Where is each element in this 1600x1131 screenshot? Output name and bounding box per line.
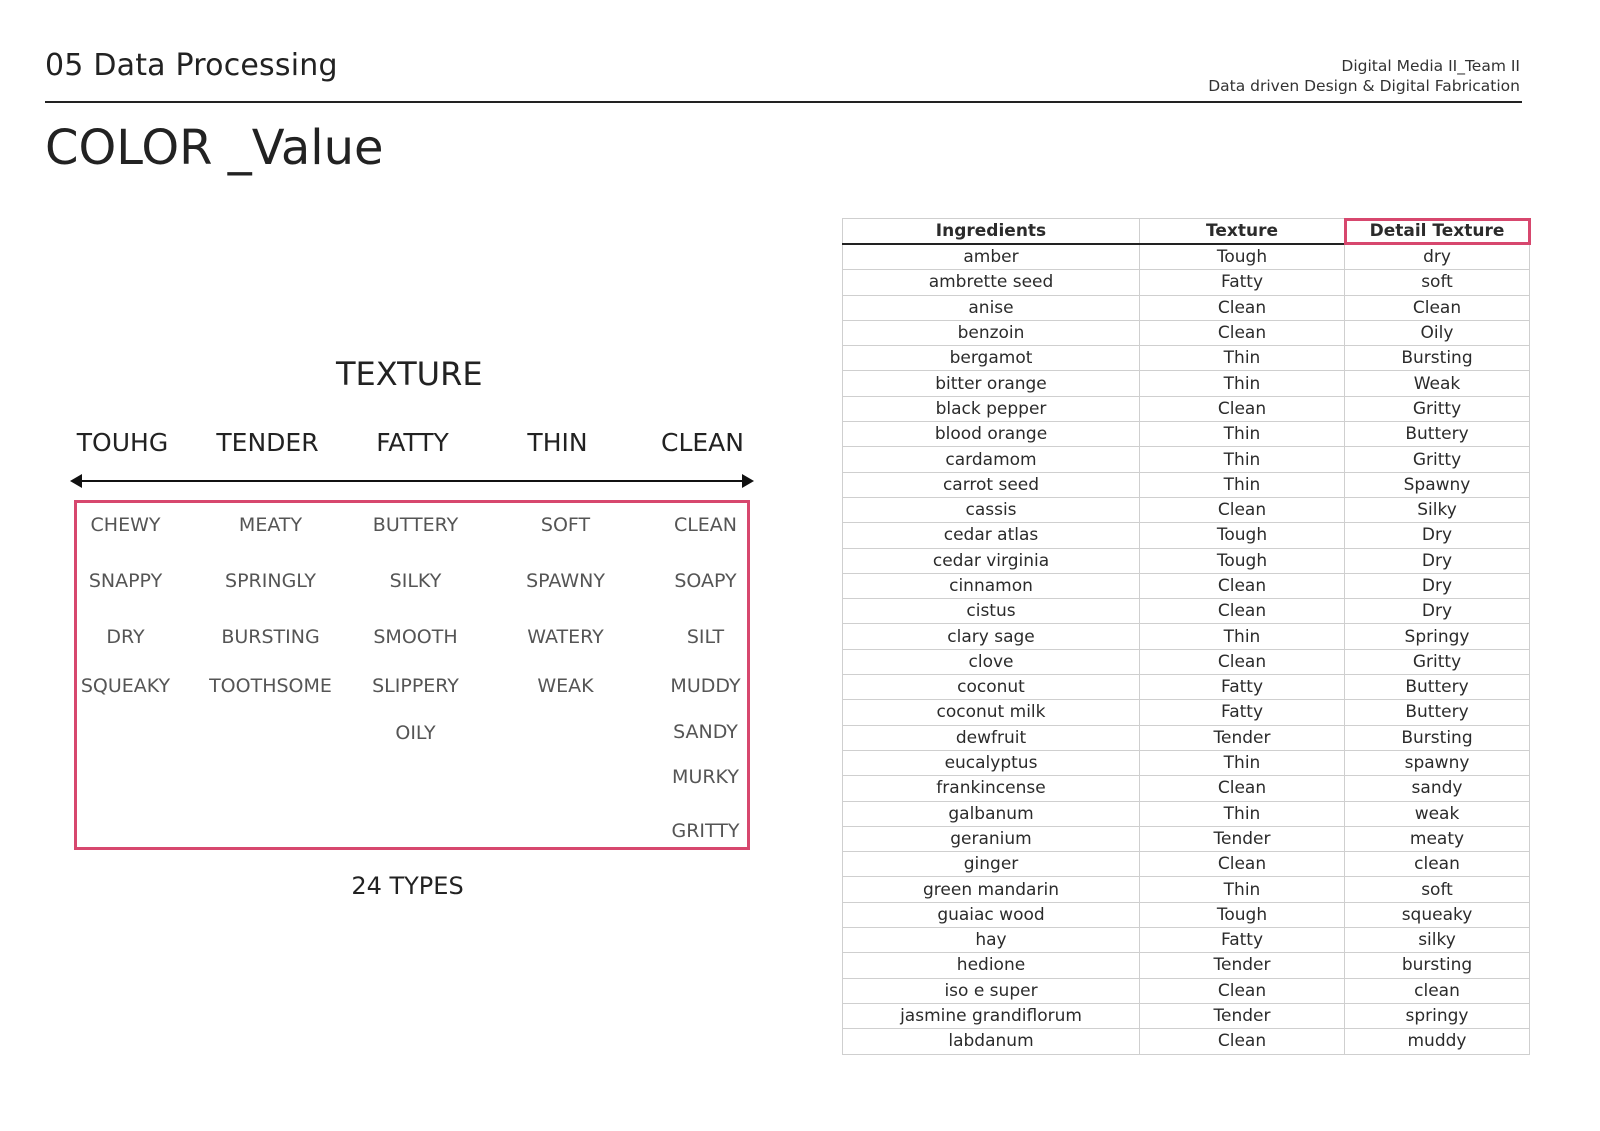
cell-detail-texture: Bursting (1345, 725, 1530, 750)
cell-texture: Thin (1140, 472, 1345, 497)
cell-detail-texture: Buttery (1345, 675, 1530, 700)
header-rule (45, 101, 1522, 103)
table-row (843, 548, 1530, 573)
cell-texture: Clean (1140, 599, 1345, 624)
table-row (843, 396, 1530, 421)
cell-texture: Thin (1140, 371, 1345, 396)
cell-detail-texture: sandy (1345, 776, 1530, 801)
table-row (843, 371, 1530, 396)
texture-word: OILY (395, 722, 436, 744)
texture-word: MEATY (238, 514, 303, 536)
cell-ingredient: coconut (843, 675, 1140, 700)
cell-ingredient: cistus (843, 599, 1140, 624)
cell-ingredient: geranium (843, 826, 1140, 851)
cell-detail-texture: bursting (1345, 953, 1530, 978)
cell-ingredient: guaiac wood (843, 902, 1140, 927)
texture-word: GRITTY (671, 820, 740, 842)
table-row (843, 902, 1530, 927)
header-course-info (1208, 56, 1520, 96)
cell-detail-texture: Weak (1345, 371, 1530, 396)
axis-label: FATTY (376, 428, 449, 457)
cell-ingredient: hay (843, 928, 1140, 953)
texture-word: MUDDY (670, 675, 741, 697)
texture-word: CLEAN (673, 514, 738, 536)
texture-word: SQUEAKY (80, 675, 171, 697)
table-row (843, 725, 1530, 750)
texture-word: SOFT (540, 514, 591, 536)
cell-texture: Tough (1140, 548, 1345, 573)
cell-detail-texture: Clean (1345, 295, 1530, 320)
header-detail-texture: Detail Texture (1345, 219, 1530, 245)
cell-texture: Clean (1140, 852, 1345, 877)
table-row (843, 852, 1530, 877)
course-name: Digital Media II_Team II (1341, 57, 1520, 75)
table-row (843, 346, 1530, 371)
texture-word: SILT (686, 626, 725, 648)
cell-texture: Tough (1140, 523, 1345, 548)
section-number: 05 (45, 48, 84, 83)
axis-labels (50, 428, 775, 468)
double-arrow-icon (70, 470, 754, 492)
cell-texture: Clean (1140, 295, 1345, 320)
cell-ingredient: coconut milk (843, 700, 1140, 725)
cell-detail-texture: springy (1345, 1003, 1530, 1028)
cell-detail-texture: soft (1345, 877, 1530, 902)
cell-detail-texture: Dry (1345, 523, 1530, 548)
cell-detail-texture: spawny (1345, 750, 1530, 775)
cell-texture: Tender (1140, 1003, 1345, 1028)
cell-detail-texture: Bursting (1345, 346, 1530, 371)
texture-word: SMOOTH (373, 626, 458, 648)
axis-label: CLEAN (661, 428, 744, 457)
cell-texture: Tender (1140, 953, 1345, 978)
table-row (843, 523, 1530, 548)
table-row (843, 1029, 1530, 1054)
cell-detail-texture: Spawny (1345, 472, 1530, 497)
table-row (843, 750, 1530, 775)
cell-detail-texture: Dry (1345, 548, 1530, 573)
cell-detail-texture: soft (1345, 270, 1530, 295)
cell-ingredient: benzoin (843, 320, 1140, 345)
cell-texture: Thin (1140, 877, 1345, 902)
cell-texture: Clean (1140, 497, 1345, 522)
cell-ingredient: cardamom (843, 447, 1140, 472)
cell-ingredient: cedar virginia (843, 548, 1140, 573)
cell-detail-texture: meaty (1345, 826, 1530, 851)
cell-texture: Clean (1140, 573, 1345, 598)
table-row (843, 270, 1530, 295)
cell-texture: Fatty (1140, 700, 1345, 725)
cell-texture: Tough (1140, 244, 1345, 270)
cell-detail-texture: Dry (1345, 573, 1530, 598)
cell-detail-texture: Gritty (1345, 649, 1530, 674)
cell-detail-texture: clean (1345, 852, 1530, 877)
cell-texture: Thin (1140, 750, 1345, 775)
cell-ingredient: black pepper (843, 396, 1140, 421)
cell-ingredient: anise (843, 295, 1140, 320)
table-row (843, 953, 1530, 978)
cell-ingredient: bitter orange (843, 371, 1140, 396)
table-row (843, 700, 1530, 725)
page-title: COLOR _Value (45, 120, 384, 176)
cell-ingredient: galbanum (843, 801, 1140, 826)
cell-ingredient: ambrette seed (843, 270, 1140, 295)
table-row (843, 978, 1530, 1003)
diagram-title: TEXTURE (336, 355, 483, 393)
header-ingredients: Ingredients (843, 219, 1140, 245)
cell-texture: Fatty (1140, 928, 1345, 953)
table-row (843, 675, 1530, 700)
cell-detail-texture: weak (1345, 801, 1530, 826)
cell-detail-texture: Silky (1345, 497, 1530, 522)
cell-ingredient: clove (843, 649, 1140, 674)
table-row (843, 497, 1530, 522)
cell-texture: Thin (1140, 624, 1345, 649)
texture-word: CHEWY (90, 514, 161, 536)
table-row (843, 877, 1530, 902)
texture-word: SANDY (673, 721, 738, 743)
cell-detail-texture: Oily (1345, 320, 1530, 345)
cell-texture: Tough (1140, 902, 1345, 927)
table-row (843, 928, 1530, 953)
table-row (843, 649, 1530, 674)
cell-ingredient: clary sage (843, 624, 1140, 649)
texture-word: SILKY (389, 570, 442, 592)
cell-detail-texture: Gritty (1345, 447, 1530, 472)
texture-word: SPRINGLY (225, 570, 316, 592)
cell-texture: Clean (1140, 396, 1345, 421)
cell-ingredient: blood orange (843, 422, 1140, 447)
cell-ingredient: cassis (843, 497, 1140, 522)
cell-ingredient: eucalyptus (843, 750, 1140, 775)
texture-word: SNAPPY (88, 570, 163, 592)
cell-ingredient: amber (843, 244, 1140, 270)
cell-detail-texture: Gritty (1345, 396, 1530, 421)
texture-word: WEAK (537, 675, 594, 697)
ingredients-table (842, 218, 1530, 1055)
cell-ingredient: carrot seed (843, 472, 1140, 497)
cell-ingredient: green mandarin (843, 877, 1140, 902)
cell-ingredient: hedione (843, 953, 1140, 978)
texture-word: SPAWNY (526, 570, 605, 592)
cell-ingredient: jasmine grandiflorum (843, 1003, 1140, 1028)
table-row (843, 320, 1530, 345)
cell-detail-texture: dry (1345, 244, 1530, 270)
table-row (843, 801, 1530, 826)
table-body (843, 244, 1530, 1054)
cell-texture: Thin (1140, 447, 1345, 472)
texture-word: MURKY (672, 766, 739, 788)
cell-detail-texture: muddy (1345, 1029, 1530, 1054)
table-row (843, 573, 1530, 598)
cell-ingredient: bergamot (843, 346, 1140, 371)
cell-texture: Clean (1140, 776, 1345, 801)
table-row (843, 624, 1530, 649)
table-row (843, 472, 1530, 497)
table-row (843, 244, 1530, 270)
cell-detail-texture: clean (1345, 978, 1530, 1003)
table-row (843, 295, 1530, 320)
table-row (843, 599, 1530, 624)
header-section-title (45, 48, 338, 83)
table-row (843, 1003, 1530, 1028)
cell-texture: Tender (1140, 826, 1345, 851)
cell-detail-texture: squeaky (1345, 902, 1530, 927)
table-row (843, 422, 1530, 447)
table-header-row (843, 219, 1530, 245)
cell-texture: Thin (1140, 801, 1345, 826)
texture-box (74, 500, 750, 850)
cell-detail-texture: Dry (1345, 599, 1530, 624)
table-row (843, 447, 1530, 472)
cell-ingredient: cinnamon (843, 573, 1140, 598)
cell-detail-texture: Buttery (1345, 700, 1530, 725)
texture-word: BUTTERY (372, 514, 459, 536)
cell-ingredient: cedar atlas (843, 523, 1140, 548)
cell-detail-texture: Springy (1345, 624, 1530, 649)
axis-label: TOUHG (76, 428, 169, 457)
texture-word: SLIPPERY (372, 675, 459, 697)
table-row (843, 826, 1530, 851)
texture-word: SOAPY (674, 570, 737, 592)
cell-texture: Clean (1140, 978, 1345, 1003)
cell-texture: Fatty (1140, 270, 1345, 295)
cell-texture: Clean (1140, 320, 1345, 345)
cell-ingredient: ginger (843, 852, 1140, 877)
cell-ingredient: frankincense (843, 776, 1140, 801)
section-title: Data Processing (93, 48, 338, 83)
texture-word: TOOTHSOME (209, 675, 332, 697)
cell-detail-texture: Buttery (1345, 422, 1530, 447)
header-texture: Texture (1140, 219, 1345, 245)
cell-ingredient: labdanum (843, 1029, 1140, 1054)
axis-label: TENDER (216, 428, 319, 457)
cell-ingredient: iso e super (843, 978, 1140, 1003)
types-count-label: 24 TYPES (351, 872, 464, 900)
cell-texture: Clean (1140, 649, 1345, 674)
texture-word: WATERY (527, 626, 604, 648)
course-subtitle: Data driven Design & Digital Fabrication (1208, 77, 1520, 95)
cell-texture: Clean (1140, 1029, 1345, 1054)
cell-texture: Thin (1140, 346, 1345, 371)
cell-texture: Tender (1140, 725, 1345, 750)
cell-texture: Thin (1140, 422, 1345, 447)
cell-texture: Fatty (1140, 675, 1345, 700)
axis-label: THIN (527, 428, 588, 457)
cell-ingredient: dewfruit (843, 725, 1140, 750)
table-row (843, 776, 1530, 801)
texture-word: BURSTING (221, 626, 320, 648)
cell-detail-texture: silky (1345, 928, 1530, 953)
texture-word: DRY (106, 626, 145, 648)
